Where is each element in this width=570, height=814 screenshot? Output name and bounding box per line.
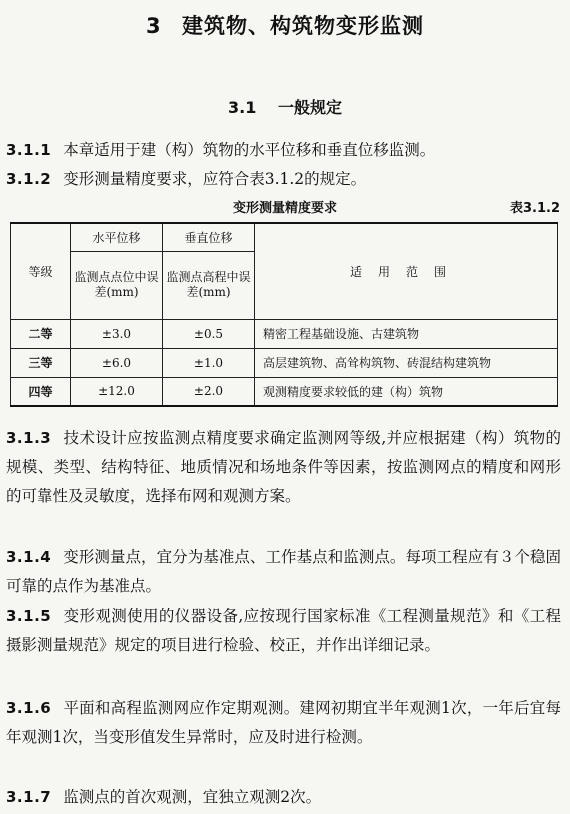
- row-grade: 二等: [11, 319, 71, 348]
- row-horizontal: ±6.0: [71, 348, 163, 377]
- header-vertical: 垂直位移: [163, 223, 255, 251]
- header-horizontal-sub: 监测点点位中误差(mm): [71, 251, 163, 319]
- table-number: 表3.1.2: [509, 201, 560, 216]
- clause-3-1-6: [6, 694, 561, 752]
- row-scope: 精密工程基础设施、古建筑物: [255, 319, 558, 348]
- header-vertical-sub: 监测点高程中误差(mm): [163, 251, 255, 319]
- clause-text: 本章适用于建（构）筑物的水平位移和垂直位移监测。: [63, 141, 436, 159]
- chapter-number: 3: [146, 14, 162, 38]
- row-horizontal: ±3.0: [71, 319, 163, 348]
- clause-number: 3.1.4: [6, 548, 52, 566]
- row-vertical: ±2.0: [163, 377, 255, 406]
- table-row: [11, 377, 558, 406]
- clause-number: 3.1.3: [6, 429, 52, 447]
- clause-text: 监测点的首次观测，宜独立观测2次。: [63, 788, 322, 806]
- clause-text: 技术设计应按监测点精度要求确定监测网等级,并应根据建（构）筑物的规模、类型、结构特征、地质情况和场地条件等因素，按监测网点的精度和网形的可靠性及灵敏度，选择布网和观测方案。: [6, 429, 561, 505]
- clause-3-1-4: [6, 543, 561, 601]
- table-title: 变形测量精度要求: [232, 201, 337, 216]
- clause-3-1-3: [6, 424, 561, 511]
- clause-number: 3.1.6: [6, 699, 52, 717]
- header-scope: 适用范围: [255, 223, 558, 319]
- table-row: [11, 319, 558, 348]
- chapter-title-text: 建筑物、构筑物变形监测: [181, 14, 424, 38]
- table-row: [11, 348, 558, 377]
- row-horizontal: ±12.0: [71, 377, 163, 406]
- clause-3-1-5: [6, 602, 561, 660]
- clause-3-1-1: [6, 136, 561, 165]
- row-scope: 高层建筑物、高耸构筑物、砖混结构建筑物: [255, 348, 558, 377]
- header-grade: 等级: [11, 223, 71, 319]
- row-grade: 四等: [11, 377, 71, 406]
- header-horizontal: 水平位移: [71, 223, 163, 251]
- clause-text: 平面和高程监测网应作定期观测。建网初期宜半年观测1次，一年后宜每年观测1次，当变形值发生异常时，应及时进行检测。: [6, 699, 561, 746]
- clause-number: 3.1.1: [6, 141, 52, 159]
- row-scope: 观测精度要求较低的建（构）筑物: [255, 377, 558, 406]
- row-vertical: ±1.0: [163, 348, 255, 377]
- clause-number: 3.1.7: [6, 788, 52, 806]
- row-vertical: ±0.5: [163, 319, 255, 348]
- clause-3-1-2: [6, 165, 561, 194]
- section-title: [0, 95, 570, 118]
- clause-number: 3.1.2: [6, 170, 52, 188]
- clause-text: 变形测量精度要求，应符合表3.1.2的规定。: [63, 170, 367, 188]
- section-title-text: 一般规定: [277, 98, 342, 117]
- precision-table: [10, 222, 558, 407]
- clause-number: 3.1.5: [6, 607, 52, 625]
- row-grade: 三等: [11, 348, 71, 377]
- chapter-title: [0, 10, 570, 40]
- section-number: 3.1: [228, 98, 257, 117]
- clause-text: 变形观测使用的仪器设备,应按现行国家标准《工程测量规范》和《工程摄影测量规范》规定的项目进行检验、校正，并作出详细记录。: [6, 607, 561, 654]
- clause-text: 变形测量点，宜分为基准点、工作基点和监测点。每项工程应有３个稳固可靠的点作为基准点。: [6, 548, 561, 595]
- clause-3-1-7: [6, 783, 561, 812]
